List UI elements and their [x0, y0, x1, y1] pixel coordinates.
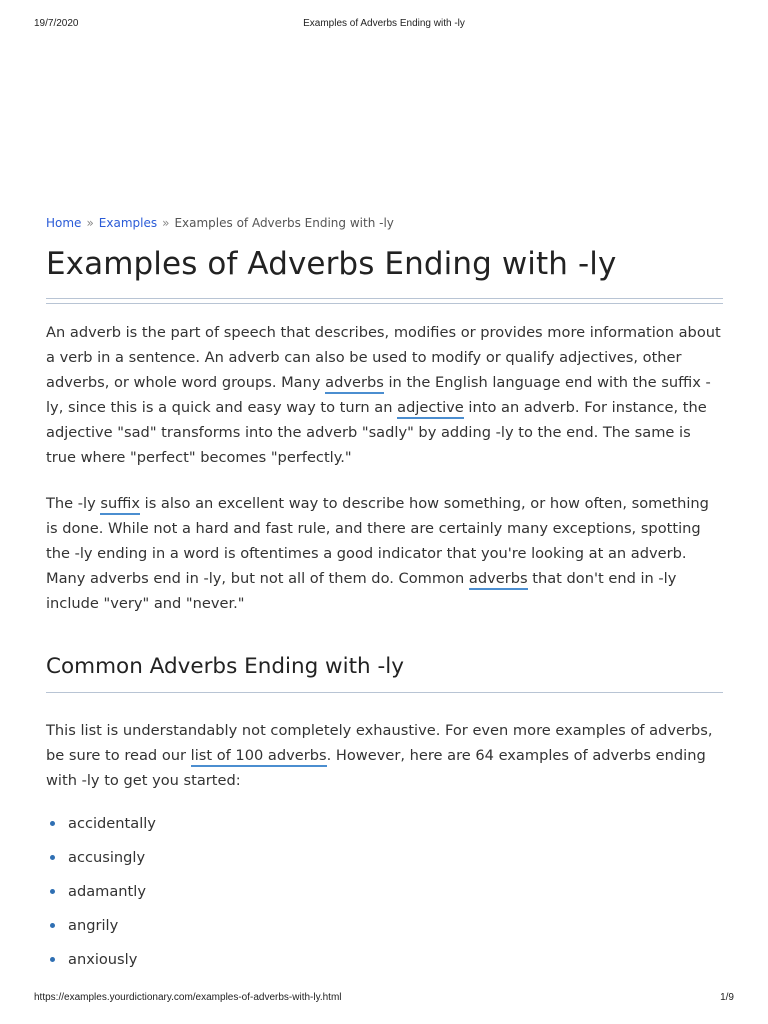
title-divider — [46, 298, 723, 304]
bullet-icon — [50, 957, 55, 962]
print-url: https://examples.yourdictionary.com/examples-of-adverbs-with-ly.html — [34, 992, 342, 1003]
paragraph-text: into an adverb. For instance, the adjective "sad" transforms into the adverb "sadly" by adding -ly to the end. The same is true where "perfect" becomes "perfectly." — [46, 399, 707, 466]
breadcrumb — [46, 216, 394, 230]
breadcrumb-home-link[interactable]: Home — [46, 216, 82, 230]
page-title: Examples of Adverbs Ending with -ly — [46, 246, 617, 282]
section-heading: Common Adverbs Ending with -ly — [46, 654, 404, 679]
paragraph-text: An adverb is the part of speech that describes, modifies or provides more information about a verb in a sentence. An adverb can also be used to modify or qualify adjectives, other adverbs, or whole word groups. Many — [46, 324, 721, 391]
breadcrumb-current: Examples of Adverbs Ending with -ly — [174, 216, 394, 230]
list-item — [46, 879, 156, 913]
list-item-text: adamantly — [68, 883, 146, 900]
adverbs-link[interactable]: adverbs — [325, 374, 384, 394]
page-number: 1/9 — [720, 992, 734, 1003]
breadcrumb-separator: » — [162, 216, 170, 230]
adverb-list — [46, 811, 156, 981]
list-item-text: accusingly — [68, 849, 146, 866]
print-header — [34, 18, 734, 32]
list-of-100-adverbs-link[interactable]: list of 100 adverbs — [191, 747, 327, 767]
intro-paragraph-2 — [46, 491, 723, 616]
list-item-text: accidentally — [68, 815, 156, 832]
bullet-icon — [50, 889, 55, 894]
paragraph-text: This list is understandably not completely exhaustive. For even more examples of adverbs, be sure to read our — [46, 722, 713, 764]
bullet-icon — [50, 923, 55, 928]
print-footer — [34, 992, 734, 1006]
section-paragraph — [46, 718, 723, 793]
list-item — [46, 947, 156, 981]
bullet-icon — [50, 855, 55, 860]
print-date: 19/7/2020 — [34, 18, 79, 29]
list-item-text: anxiously — [68, 951, 138, 968]
adjective-link[interactable]: adjective — [397, 399, 464, 419]
print-title: Examples of Adverbs Ending with -ly — [303, 18, 465, 29]
adverbs-link[interactable]: adverbs — [469, 570, 528, 590]
paragraph-text: is also an excellent way to describe how something, or how often, something is done. While not a hard and fast rule, and there are certainly many exceptions, spotting the -ly ending in a word is oftentimes a good indicator that you're looking at an adverb. Many adverbs end in -ly, but not all of them do. Common — [46, 495, 709, 587]
list-item-text: angrily — [68, 917, 119, 934]
paragraph-text: The -ly — [46, 495, 101, 512]
list-item — [46, 845, 156, 879]
intro-paragraph-1 — [46, 320, 723, 470]
bullet-icon — [50, 821, 55, 826]
breadcrumb-separator: » — [86, 216, 94, 230]
section-divider — [46, 692, 723, 693]
paragraph-text: that don't end in -ly include "very" and "never." — [46, 570, 677, 612]
list-item — [46, 913, 156, 947]
paragraph-text: in the English language end with the suffix -ly, since this is a quick and easy way to turn an — [46, 374, 711, 416]
suffix-link[interactable]: suffix — [100, 495, 140, 515]
list-item — [46, 811, 156, 845]
paragraph-text: . However, here are 64 examples of adverbs ending with -ly to get you started: — [46, 747, 706, 789]
breadcrumb-examples-link[interactable]: Examples — [98, 216, 158, 230]
